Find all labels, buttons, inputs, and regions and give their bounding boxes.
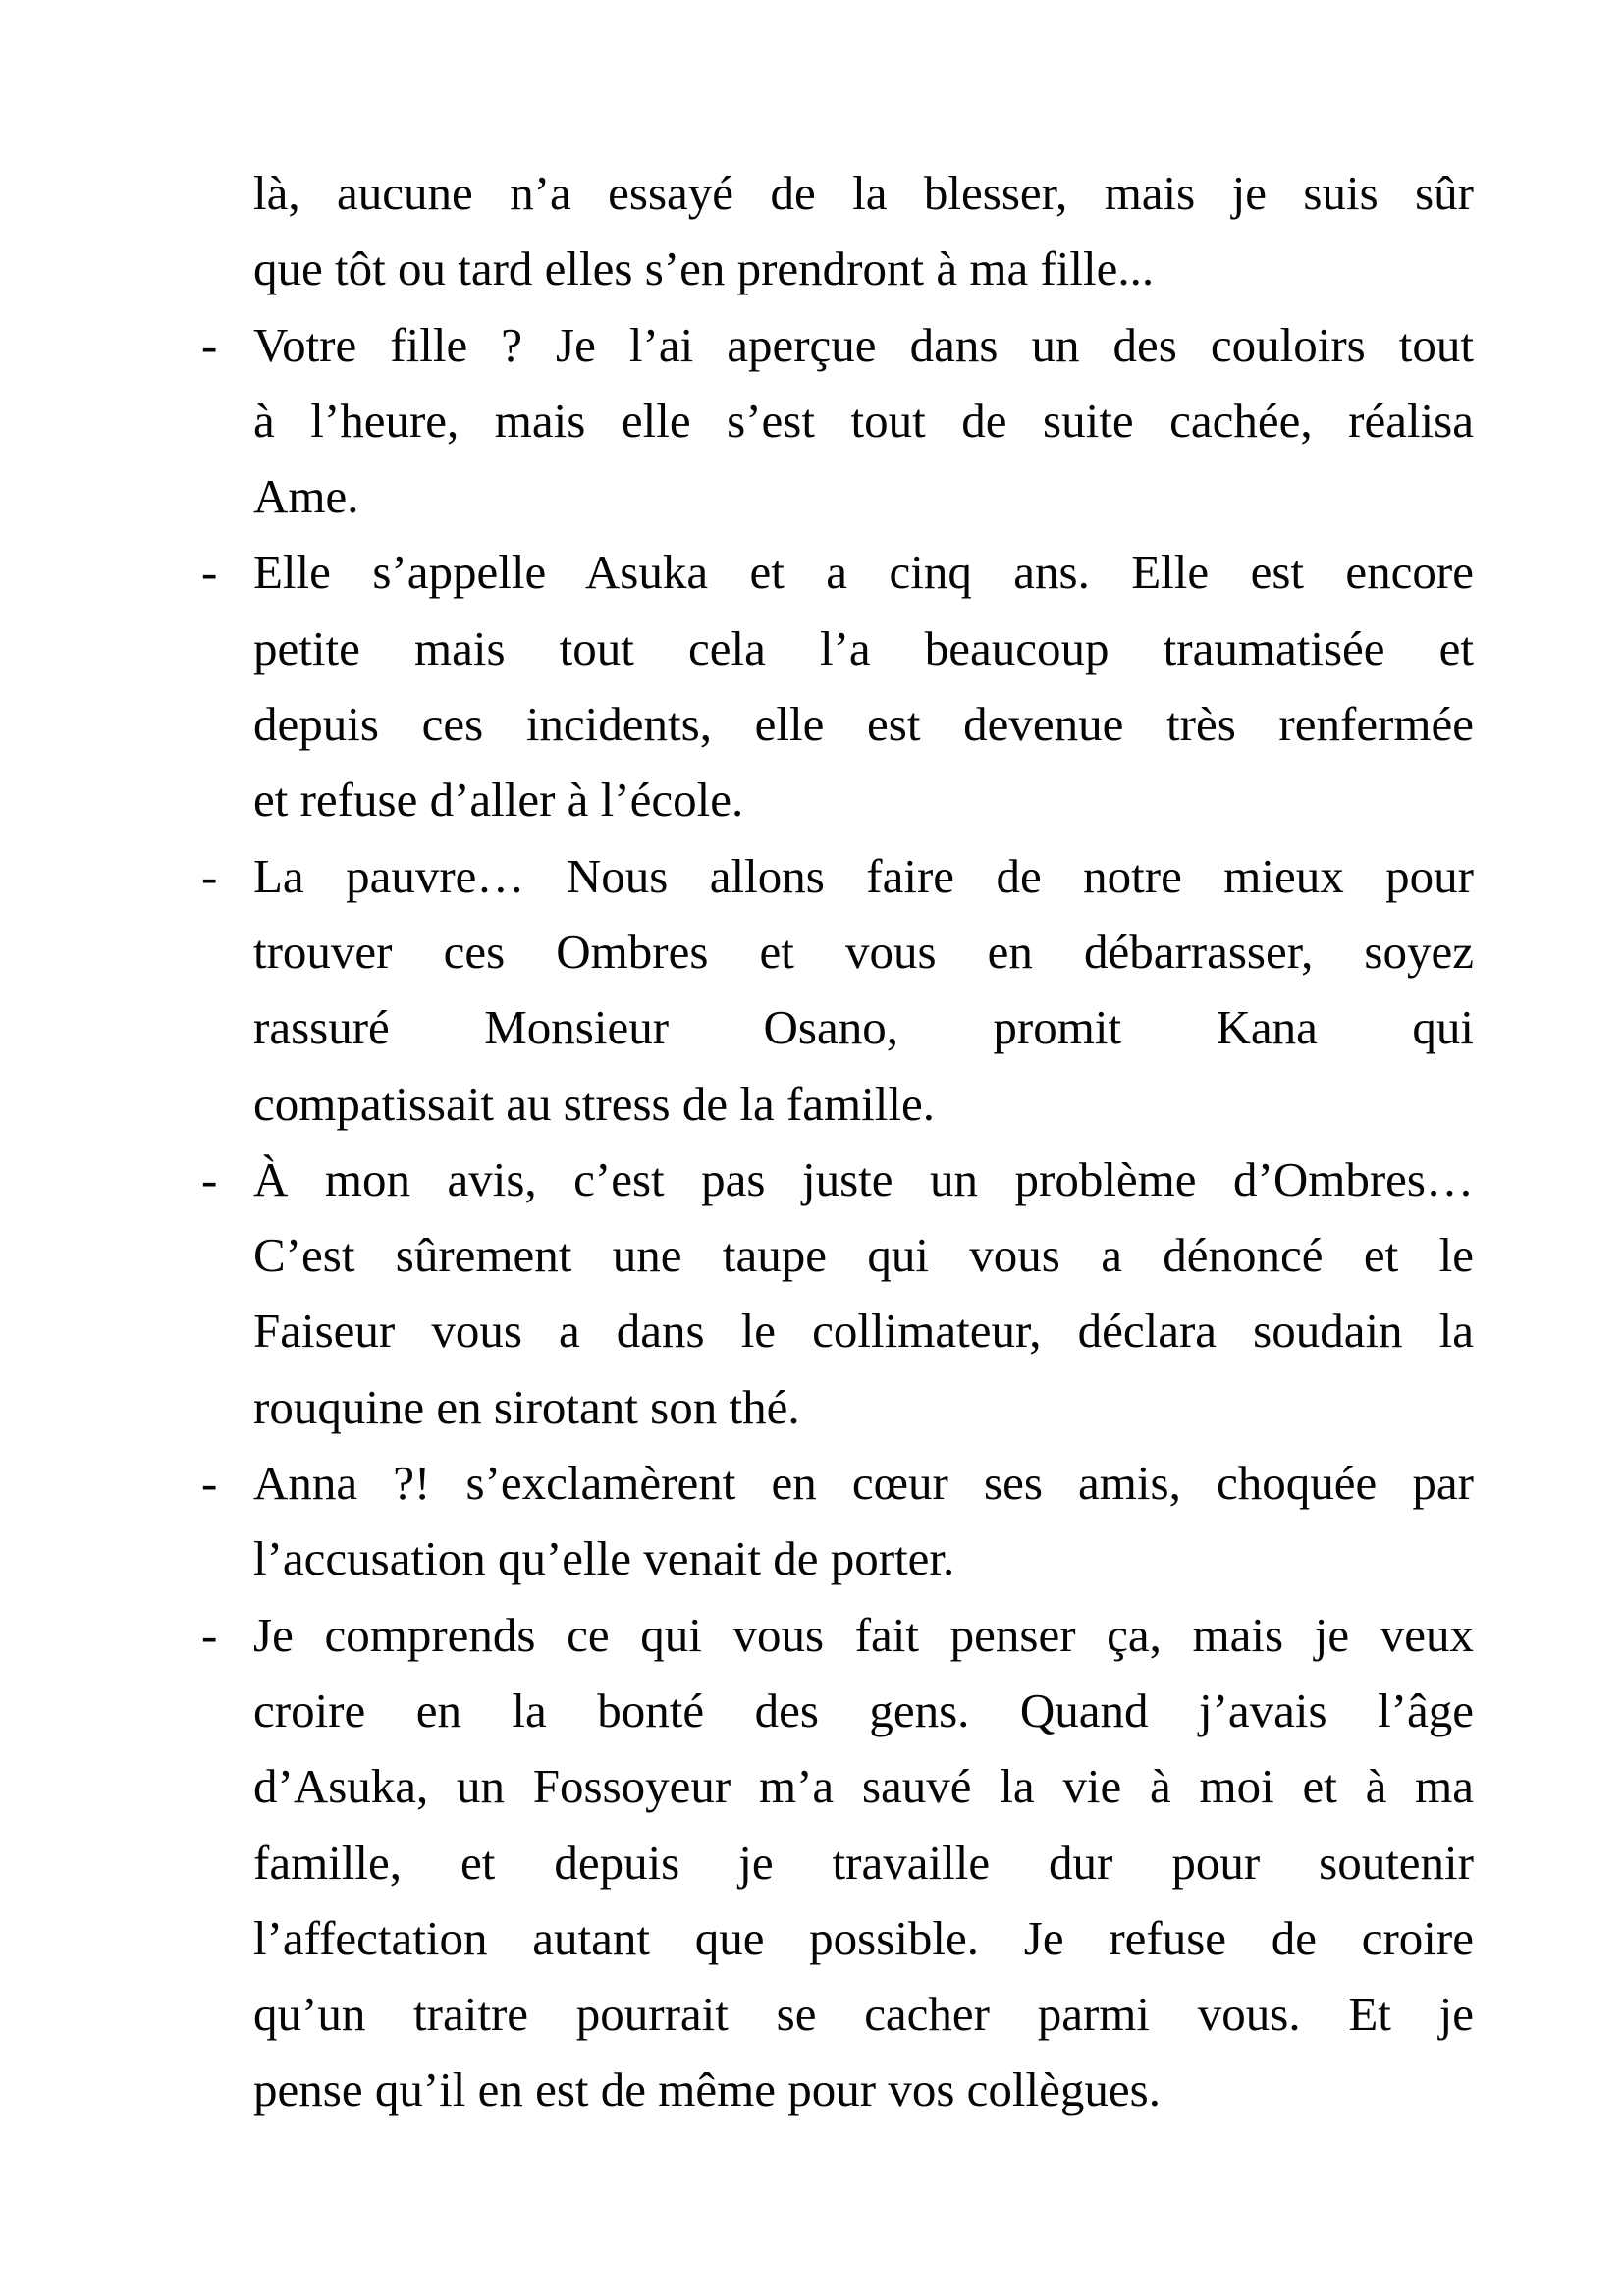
text-line: Ame. [253, 469, 359, 524]
dialogue-paragraph [201, 838, 1474, 1142]
text-line: l’accusation qu’elle venait de porter. [253, 1531, 955, 1586]
text-line: depuis ces incidents, elle est devenue très renfermée [253, 697, 1474, 752]
text-line: que tôt ou tard elles s’en prendront à ma fille... [253, 241, 1155, 296]
text-line: famille, et depuis je travaille dur pour soutenir [253, 1835, 1474, 1890]
dash-marker: - [201, 545, 218, 600]
text-line: À mon avis, c’est pas juste un problème d’Ombres… [253, 1151, 1474, 1206]
text-line: La pauvre… Nous allons faire de notre mieux pour [253, 848, 1474, 903]
text-line: trouver ces Ombres et vous en débarrasser, soyez [253, 924, 1474, 979]
text-line: croire en la bonté des gens. Quand j’avais l’âge [253, 1682, 1474, 1737]
text-line: Je comprends ce qui vous fait penser ça, mais je veux [253, 1607, 1474, 1662]
text-line: Anna ?! s’exclamèrent en cœur ses amis, choquée par [253, 1456, 1474, 1511]
dialogue-paragraph [201, 1445, 1474, 1597]
text-line: Faiseur vous a dans le collimateur, déclara soudain la [253, 1304, 1474, 1359]
dialogue-paragraph [253, 155, 1474, 307]
dash-marker: - [201, 1151, 218, 1206]
dash-marker: - [201, 1456, 218, 1511]
dash-marker: - [201, 848, 218, 903]
dash-marker: - [201, 1607, 218, 1662]
text-line: rassuré Monsieur Osano, promit Kana qui [253, 1000, 1474, 1055]
text-line: à l’heure, mais elle s’est tout de suite cachée, réalisa [253, 393, 1474, 448]
text-line: l’affectation autant que possible. Je refuse de croire [253, 1910, 1474, 1965]
text-line: qu’un traitre pourrait se cacher parmi vous. Et je [253, 1987, 1474, 2042]
dialogue-paragraph [201, 307, 1474, 535]
text-line: là, aucune n’a essayé de la blesser, mais je suis sûr [253, 166, 1474, 220]
text-line: petite mais tout cela l’a beaucoup traumatisée et [253, 620, 1474, 675]
text-line: d’Asuka, un Fossoyeur m’a sauvé la vie à moi et à ma [253, 1759, 1474, 1814]
text-line: C’est sûrement une taupe qui vous a dénoncé et le [253, 1228, 1474, 1283]
dash-marker: - [201, 317, 218, 372]
text-line: Votre fille ? Je l’ai aperçue dans un des couloirs tout [253, 317, 1474, 372]
text-line: compatissait au stress de la famille. [253, 1076, 935, 1131]
text-line: rouquine en sirotant son thé. [253, 1379, 800, 1434]
text-line: et refuse d’aller à l’école. [253, 773, 744, 828]
text-line: pense qu’il en est de même pour vos collègues. [253, 2062, 1161, 2117]
dialogue-paragraph [201, 1597, 1474, 2128]
dialogue-paragraph [201, 1142, 1474, 1445]
dialogue-text-block [201, 155, 1474, 2128]
text-line: Elle s’appelle Asuka et a cinq ans. Elle est encore [253, 545, 1474, 600]
dialogue-paragraph [201, 534, 1474, 837]
